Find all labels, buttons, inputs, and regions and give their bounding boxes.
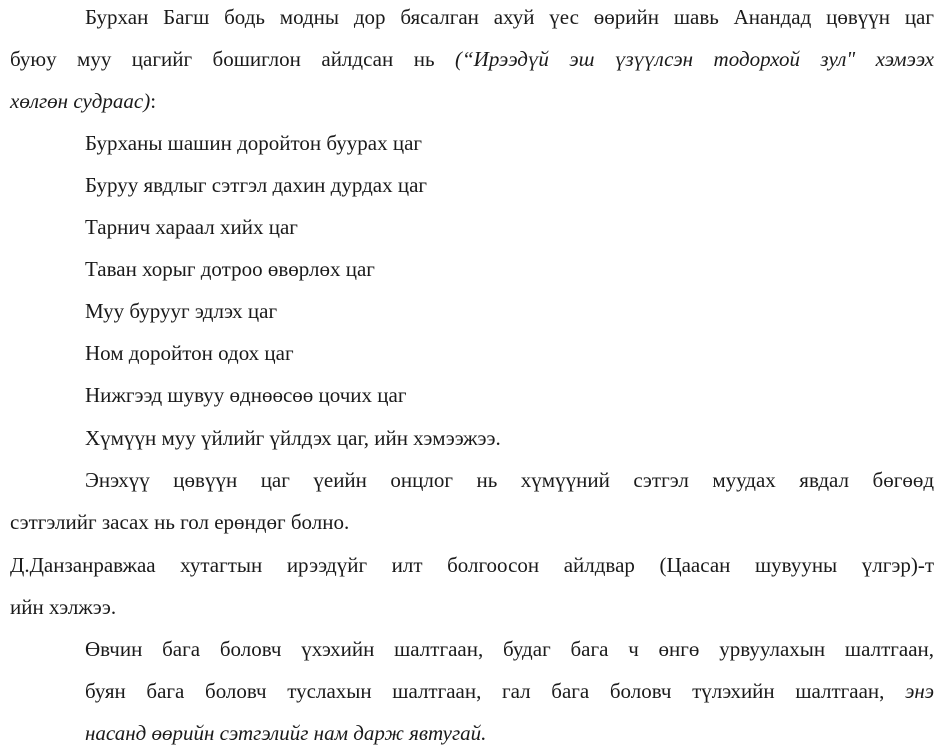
paragraph-4-line-3-italic: насанд өөрийн сэтгэлийг нам дарж явтугай. xyxy=(85,721,487,745)
list-item: Тарнич хараал хийх цаг xyxy=(85,215,298,239)
paragraph-1-line-3-text: : xyxy=(150,89,157,113)
list-item: Ном доройтон одох цаг xyxy=(85,341,294,365)
paragraph-4-line-1: Өвчин бага боловч үхэхийн шалтгаан, будаг бага ч өнгө урвуулахын шалтгаан, xyxy=(85,637,934,661)
paragraph-1-line-2-italic: (“Ирээдүй эш үзүүлсэн тодорхой зул" хэмээх xyxy=(455,47,934,71)
paragraph-1-line-3-italic: хөлгөн судраас) xyxy=(10,89,151,113)
list-item: Нижгээд шувуу өднөөсөө цочих цаг xyxy=(85,383,407,407)
list-item: Хүмүүн муу үйлийг үйлдэх цаг, ийн хэмээжээ. xyxy=(85,426,501,450)
list-item: Бурханы шашин доройтон буурах цаг xyxy=(85,131,423,155)
paragraph-4-line-3 xyxy=(85,712,934,754)
paragraph-2-line-1: Энэхүү цөвүүн цаг үеийн онцлог нь хүмүүний сэтгэл муудах явдал бөгөөд xyxy=(85,468,934,492)
paragraph-3-line-2: ийн хэлжээ. xyxy=(10,595,117,619)
paragraph-1-line-2 xyxy=(10,38,934,80)
paragraph-4-line-2-italic: энэ xyxy=(905,679,934,703)
paragraph-1-line-2-text: буюу муу цагийг бошиглон айлдсан нь xyxy=(10,47,455,71)
list-item: Таван хорыг дотроо өвөрлөх цаг xyxy=(85,257,375,281)
list-item: Муу бурууг эдлэх цаг xyxy=(85,299,278,323)
list-item: Буруу явдлыг сэтгэл дахин дурдах цаг xyxy=(85,173,428,197)
paragraph-1-line-3 xyxy=(10,80,934,122)
paragraph-3-line-1: Д.Данзанравжаа хутагтын ирээдүйг илт болгоосон айлдвар (Цаасан шувууны үлгэр)-т xyxy=(10,553,934,577)
paragraph-4-line-2 xyxy=(85,670,934,712)
paragraph-1-line-1: Бурхан Багш бодь модны дор бясалган ахуй үес өөрийн шавь Анандад цөвүүн цаг xyxy=(85,5,934,29)
paragraph-4-line-2-text: буян бага боловч туслахын шалтгаан, гал бага боловч түлэхийн шалтгаан, xyxy=(85,679,906,703)
paragraph-2-line-2: сэтгэлийг засах нь гол ерөндөг болно. xyxy=(10,510,350,534)
